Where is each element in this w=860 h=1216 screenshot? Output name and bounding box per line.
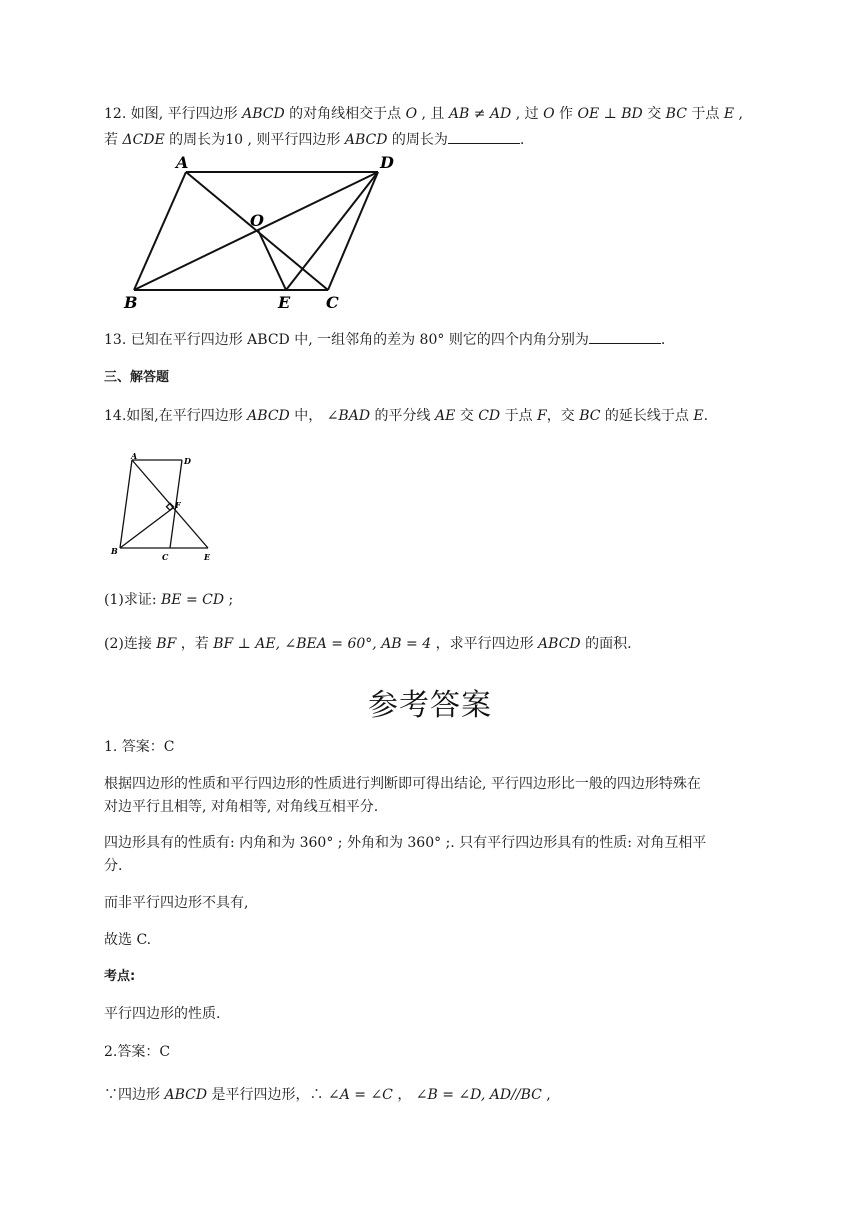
q12-line2: 若 ΔCDE 的周长为10 , 则平行四边形 ABCD 的周长为 .	[104, 132, 525, 148]
answer-2-text: ∵四边形 ABCD 是平行四边形，∴ ∠A = ∠C ， ∠B = ∠D, AD//BC ,	[104, 1087, 551, 1103]
label-D: D	[184, 456, 191, 466]
answer-blank	[589, 331, 661, 344]
label-A: A	[176, 153, 189, 172]
answer-1-p3: 而非平行四边形不具有,	[104, 895, 249, 911]
answer-1-title: 1. 答案：C	[104, 739, 175, 755]
label-O: O	[250, 211, 264, 230]
label-C: C	[162, 552, 169, 562]
kaodian-text: 平行四边形的性质.	[104, 1006, 221, 1022]
label-D: D	[380, 153, 394, 172]
kaodian-label: 考点:	[104, 969, 136, 984]
q14-part1: (1)求证: BE = CD ;	[104, 592, 234, 608]
answer-1-p1-line2: 对边平行且相等, 对角相等, 对角线互相平分.	[104, 799, 379, 815]
q13-text: 13. 已知在平行四边形 ABCD 中, 一组邻角的差为 80° 则它的四个内角分别为 .	[104, 332, 666, 348]
label-F: F	[175, 500, 181, 510]
label-B: B	[111, 546, 118, 556]
answers-heading: 参考答案	[368, 688, 492, 723]
answer-1-p2-line1: 四边形具有的性质有: 内角和为 360° ; 外角和为 360° ;. 只有平行四边形具有的性质: 对角互相平	[104, 835, 707, 851]
label-A: A	[131, 451, 138, 461]
q14-parallelogram-figure	[106, 448, 216, 568]
answer-blank	[448, 131, 520, 144]
answer-2-title: 2.答案：C	[104, 1044, 171, 1060]
q12-parallelogram-figure	[118, 150, 408, 312]
q12-line1: 12. 如图, 平行四边形 ABCD 的对角线相交于点 O , 且 AB ≠ AD , 过 O 作 OE ⊥ BD 交 BC 于点 E ,	[104, 106, 743, 122]
label-C: C	[326, 293, 339, 312]
label-B: B	[124, 293, 138, 312]
section-heading: 三、解答题	[104, 370, 170, 385]
label-E: E	[204, 552, 211, 562]
q14-text: 14.如图,在平行四边形 ABCD 中， ∠BAD 的平分线 AE 交 CD 于点 F，交 BC 的延长线于点 E.	[104, 408, 709, 424]
label-E: E	[278, 293, 291, 312]
answer-1-p1-line1: 根据四边形的性质和平行四边形的性质进行判断即可得出结论, 平行四边形比一般的四边形特殊在	[104, 776, 701, 792]
q14-part2: (2)连接 BF ，若 BF ⊥ AE, ∠BEA = 60°, AB = 4 ，求平行四边形 ABCD 的面积.	[104, 636, 632, 652]
answer-1-p4: 故选 C.	[104, 932, 152, 948]
answer-1-p2-line2: 分.	[104, 858, 123, 874]
